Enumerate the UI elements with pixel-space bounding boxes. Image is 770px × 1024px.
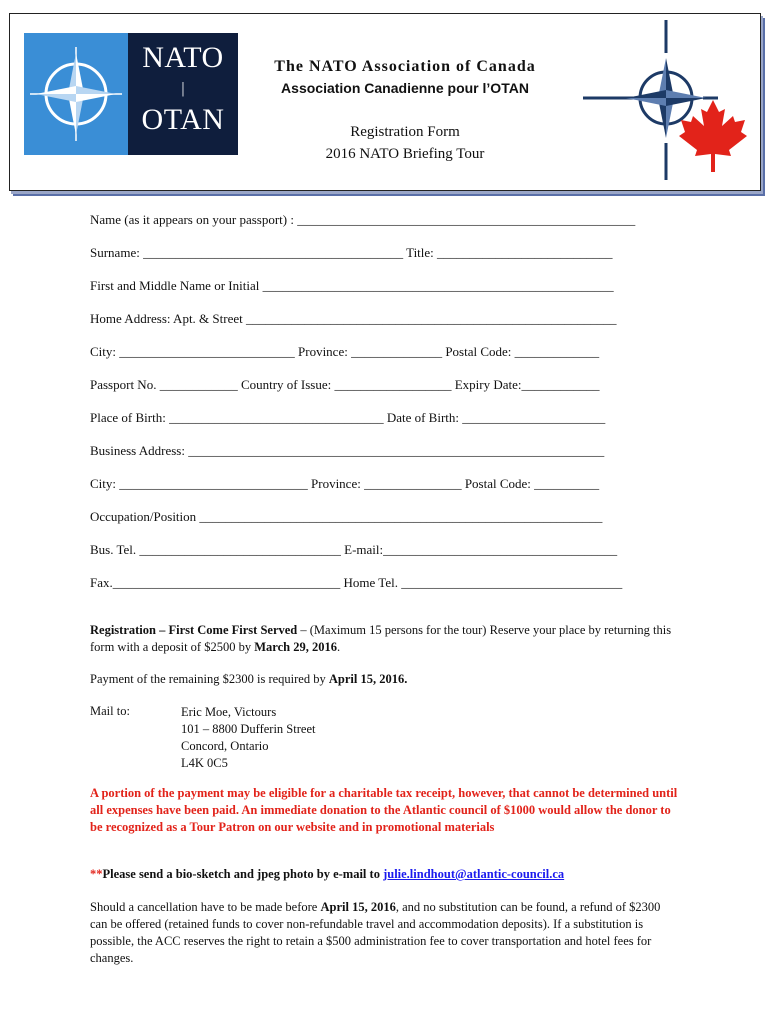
- form-subtitle: 2016 NATO Briefing Tour: [325, 146, 485, 162]
- field-bus-tel-email[interactable]: Bus. Tel. _______________________________ E-mail:____________________________________: [90, 542, 618, 557]
- field-fax-home-tel[interactable]: Fax.___________________________________ Home Tel. __________________________________: [90, 575, 623, 590]
- field-birth[interactable]: Place of Birth: _________________________________ Date of Birth: ______________________: [90, 410, 606, 425]
- mail-line: Concord, Ontario: [181, 739, 269, 753]
- registration-date: March 29, 2016: [254, 640, 337, 654]
- field-home-address[interactable]: Home Address: Apt. & Street _________________________________________________________: [90, 311, 617, 326]
- logo-nato-text: NATO: [142, 41, 224, 74]
- field-surname-title[interactable]: Surname: ________________________________________ Title: ___________________________: [90, 245, 613, 260]
- registration-paragraph: [90, 622, 680, 656]
- mail-line: Eric Moe, Victours: [181, 705, 277, 719]
- mail-address: [181, 704, 315, 772]
- bio-sketch-paragraph: [90, 866, 680, 883]
- email-link[interactable]: julie.lindhout@atlantic-council.ca: [383, 867, 565, 881]
- mail-to-label: Mail to:: [90, 704, 130, 718]
- field-business-address[interactable]: Business Address: ________________________________________________________________: [90, 443, 605, 458]
- field-passport[interactable]: Passport No. ____________ Country of Issue: __________________ Expiry Date:____________: [90, 377, 600, 392]
- org-name-en: The NATO Association of Canada: [274, 58, 536, 75]
- field-business-city[interactable]: City: _____________________________ Province: _______________ Postal Code: __________: [90, 476, 600, 491]
- field-first-middle[interactable]: First and Middle Name or Initial ______________________________________________________: [90, 278, 614, 293]
- payment-date: April 15, 2016.: [328, 672, 408, 686]
- logo-otan-text: OTAN: [141, 103, 225, 136]
- payment-paragraph: [90, 671, 680, 688]
- mail-line: L4K 0C5: [181, 756, 228, 770]
- field-city-province-postal[interactable]: City: ___________________________ Province: ______________ Postal Code: _____________: [90, 344, 600, 359]
- registration-text: – (Maximum 15 persons for the tour) Reserve your place by returning this form with a deposit of $2500 by: [90, 623, 672, 654]
- logo-compass-panel: [24, 33, 128, 155]
- cancel-text-post: , and no substitution can be found, a refund of $2300 can be offered (retained funds to cover non-refundable travel and accommodation deposits). If a substitution is possible, the ACC reserves the right to retain a $500 administration fee to cover transportation and hotel fees for changes.: [90, 900, 661, 965]
- logo-separator: |: [181, 80, 185, 97]
- cancel-date: April 15, 2016: [320, 900, 396, 914]
- field-occupation[interactable]: Occupation/Position ______________________________________________________________: [90, 509, 603, 524]
- cancellation-paragraph: [90, 899, 680, 967]
- compass-rose-icon: [24, 33, 128, 155]
- org-name-fr: Association Canadienne pour l’OTAN: [281, 80, 529, 96]
- tax-receipt-notice: A portion of the payment may be eligible for a charitable tax receipt, however, that cannot be determined until all expenses have been paid. An immediate donation to the Atlantic council of $1000 would allow the donor to be recognized as a Tour Patron on our website and in promotional materials: [90, 786, 678, 834]
- mail-line: 101 – 8800 Dufferin Street: [181, 722, 316, 736]
- field-name[interactable]: Name (as it appears on your passport) : ____________________________________________________: [90, 212, 636, 227]
- cancel-text-pre: Should a cancellation have to be made before: [90, 900, 321, 914]
- payment-text: Payment of the remaining $2300 is required by: [90, 672, 329, 686]
- registration-heading: Registration – First Come First Served: [90, 623, 298, 637]
- bio-text: Please send a bio-sketch and jpeg photo by e-mail to: [102, 867, 384, 881]
- stars: **: [90, 867, 103, 881]
- nato-otan-logo: [24, 33, 238, 155]
- form-title: Registration Form: [350, 124, 460, 140]
- logo-text-panel: [128, 33, 238, 155]
- registration-end: .: [336, 640, 341, 654]
- nato-canada-emblem-icon: [583, 18, 753, 184]
